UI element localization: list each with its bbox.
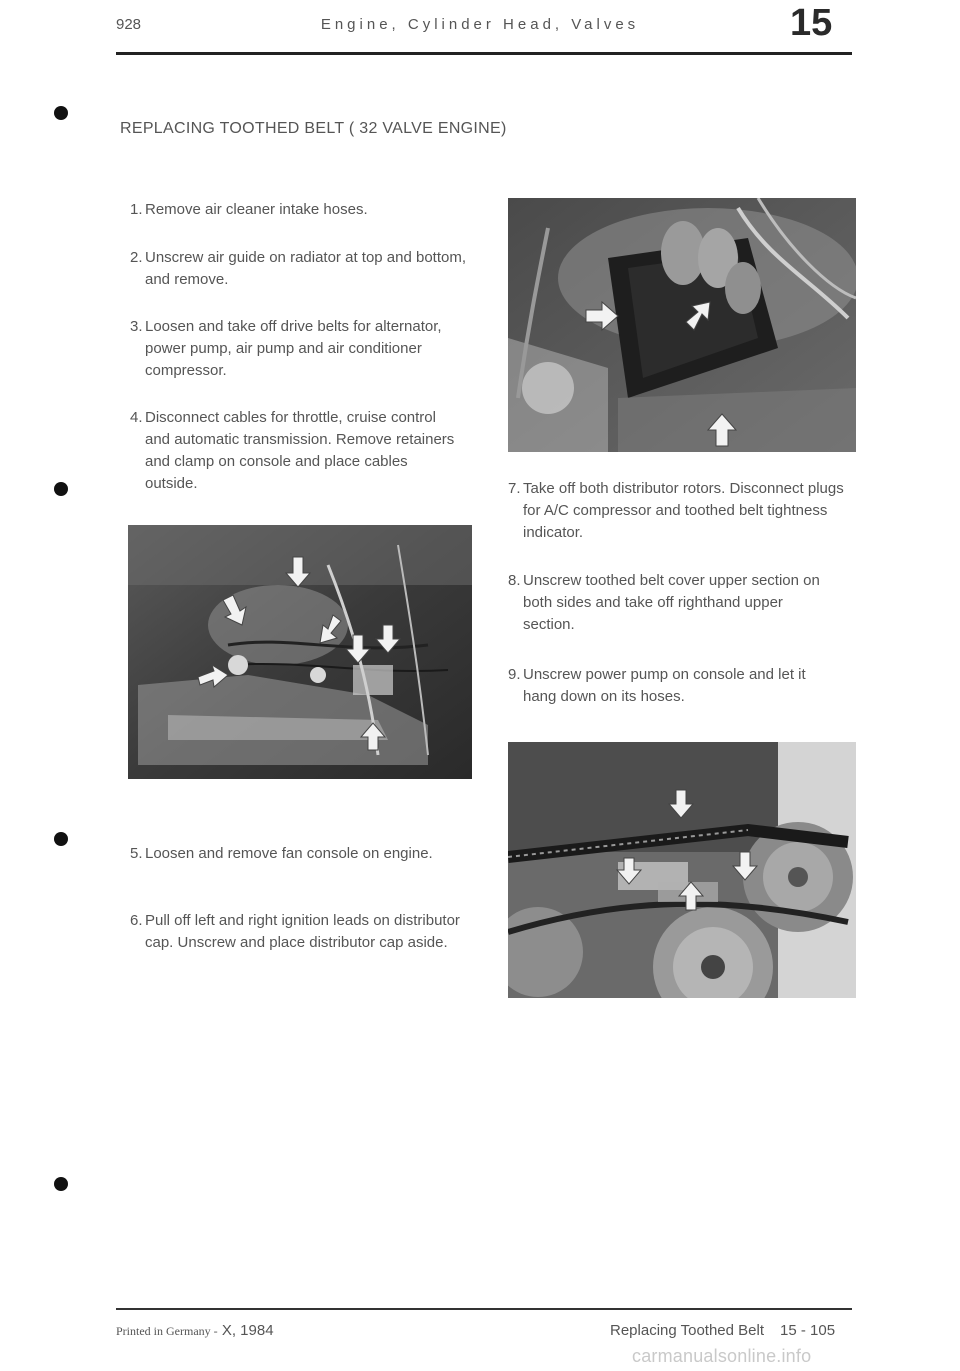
header-rule (116, 52, 852, 55)
step-number: 9. (508, 666, 521, 683)
footer-printed-prefix: Printed in Germany - (116, 1324, 218, 1338)
step-text: Disconnect cables for throttle, cruise control and automatic transmission. Remove retainers and clamp on console and place cables outside. (145, 409, 455, 492)
step-text: Unscrew power pump on console and let it hang down on its hoses. (523, 666, 806, 705)
step-9 (508, 664, 838, 708)
footer-printed-edition: X, 1984 (221, 1322, 274, 1339)
step-number: 1. (130, 201, 143, 218)
binder-hole (54, 1177, 68, 1191)
binder-hole (54, 832, 68, 846)
step-text: Remove air cleaner intake hoses. (145, 201, 368, 218)
step-text: Pull off left and right ignition leads on distributor cap. Unscrew and place distributor cap aside. (145, 912, 460, 951)
step-number: 6. (130, 912, 143, 929)
step-text: Unscrew air guide on radiator at top and bottom, and remove. (145, 249, 467, 288)
step-number: 4. (130, 409, 143, 426)
step-number: 7. (508, 480, 521, 497)
step-number: 5. (130, 845, 143, 862)
step-number: 2. (130, 249, 143, 266)
step-text: Unscrew toothed belt cover upper section on both sides and take off righthand upper section. (523, 572, 820, 633)
step-text: Loosen and take off drive belts for alternator, power pump, air pump and air conditioner compressor. (145, 318, 442, 379)
step-4 (130, 407, 460, 495)
footer-chapter: Replacing Toothed Belt (610, 1322, 764, 1339)
step-text: Loosen and remove fan console on engine. (145, 845, 433, 862)
header-title: Engine, Cylinder Head, Valves (320, 16, 640, 33)
step-2 (130, 247, 470, 291)
photo-throttle-cable-linkage (128, 525, 472, 779)
step-1 (130, 199, 470, 221)
step-8 (508, 570, 838, 636)
step-5 (130, 843, 460, 865)
step-6 (130, 910, 460, 954)
step-7 (508, 478, 848, 544)
step-3 (130, 316, 460, 382)
photo-distributor (508, 198, 856, 452)
footer-rule (116, 1308, 852, 1310)
step-number: 3. (130, 318, 143, 335)
binder-hole (54, 482, 68, 496)
step-text: Take off both distributor rotors. Disconnect plugs for A/C compressor and toothed belt tightness indicator. (523, 480, 844, 541)
footer-printed (116, 1322, 274, 1339)
footer-page-ref: 15 - 105 (780, 1322, 836, 1339)
watermark: carmanualsonline.info (632, 1346, 812, 1366)
section-heading: REPLACING TOOTHED BELT ( 32 VALVE ENGINE) (120, 120, 507, 137)
header-section-number: 15 (790, 2, 833, 44)
binder-hole (54, 106, 68, 120)
header-page-number: 928 (116, 16, 142, 33)
photo-power-pump-belt (508, 742, 856, 998)
step-number: 8. (508, 572, 521, 589)
